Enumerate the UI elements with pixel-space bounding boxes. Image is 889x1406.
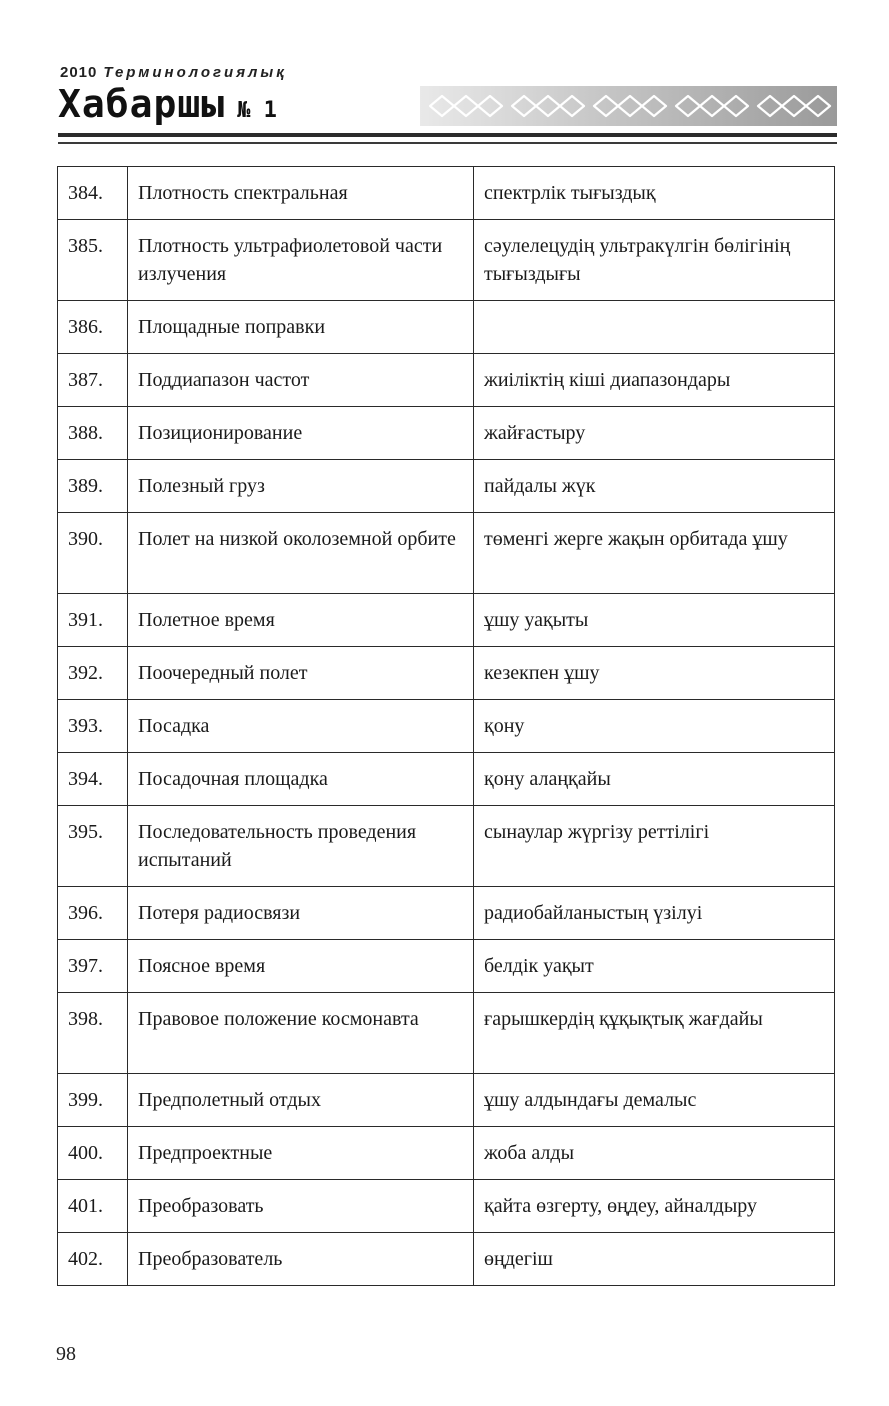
term-number: 397. xyxy=(58,940,128,993)
term-number: 399. xyxy=(58,1074,128,1127)
table-row xyxy=(58,407,835,460)
term-russian: Преобразователь xyxy=(128,1233,474,1286)
term-kazakh: қону xyxy=(474,700,835,753)
table-row xyxy=(58,167,835,220)
term-russian: Преобразовать xyxy=(128,1180,474,1233)
term-russian: Предпроектные xyxy=(128,1127,474,1180)
ornament-banner xyxy=(420,86,837,126)
term-russian: Предполетный отдых xyxy=(128,1074,474,1127)
term-number: 400. xyxy=(58,1127,128,1180)
term-russian: Полетное время xyxy=(128,594,474,647)
table-row xyxy=(58,940,835,993)
table-row xyxy=(58,513,835,594)
term-kazakh: жоба алды xyxy=(474,1127,835,1180)
term-russian: Полезный груз xyxy=(128,460,474,513)
term-kazakh xyxy=(474,301,835,354)
term-russian: Потеря радиосвязи xyxy=(128,887,474,940)
term-kazakh: белдік уақыт xyxy=(474,940,835,993)
term-kazakh: өңдегіш xyxy=(474,1233,835,1286)
term-number: 396. xyxy=(58,887,128,940)
term-kazakh: ұшу уақыты xyxy=(474,594,835,647)
table-row xyxy=(58,806,835,887)
term-kazakh: ғарышкердің құқықтық жағдайы xyxy=(474,993,835,1074)
term-russian: Посадка xyxy=(128,700,474,753)
term-number: 390. xyxy=(58,513,128,594)
term-russian: Поясное время xyxy=(128,940,474,993)
table-row xyxy=(58,1180,835,1233)
term-number: 384. xyxy=(58,167,128,220)
journal-year: 2010 xyxy=(60,64,98,81)
table-row xyxy=(58,594,835,647)
term-kazakh: сынаулар жүргізу реттілігі xyxy=(474,806,835,887)
table-row xyxy=(58,354,835,407)
page-header xyxy=(0,0,889,160)
ornament-pattern-icon xyxy=(420,86,837,126)
table-row xyxy=(58,460,835,513)
term-russian: Позиционирование xyxy=(128,407,474,460)
table-row xyxy=(58,1127,835,1180)
header-rule-thick xyxy=(58,133,837,137)
term-kazakh: қайта өзгерту, өңдеу, айналдыру xyxy=(474,1180,835,1233)
term-kazakh: жиіліктің кіші диапазондары xyxy=(474,354,835,407)
term-kazakh: радиобайланыстың үзілуі xyxy=(474,887,835,940)
table-row xyxy=(58,1074,835,1127)
table-row xyxy=(58,753,835,806)
term-russian: Поочередный полет xyxy=(128,647,474,700)
term-kazakh: жайғастыру xyxy=(474,407,835,460)
term-number: 388. xyxy=(58,407,128,460)
table-row xyxy=(58,700,835,753)
term-number: 386. xyxy=(58,301,128,354)
term-russian: Правовое положение космонавта xyxy=(128,993,474,1074)
page-number: 98 xyxy=(56,1343,76,1365)
term-russian: Поддиапазон частот xyxy=(128,354,474,407)
term-russian: Полет на низкой околоземной орбите xyxy=(128,513,474,594)
journal-name: Терминологиялық xyxy=(103,64,287,81)
term-russian: Посадочная площадка xyxy=(128,753,474,806)
term-number: 393. xyxy=(58,700,128,753)
table-row xyxy=(58,647,835,700)
term-kazakh: қону алаңқайы xyxy=(474,753,835,806)
table-row xyxy=(58,220,835,301)
term-kazakh: сәулелецудің ультракүлгін бөлігінің тығыздығы xyxy=(474,220,835,301)
term-kazakh: төменгі жерге жақын орбитада ұшу xyxy=(474,513,835,594)
term-number: 387. xyxy=(58,354,128,407)
term-number: 389. xyxy=(58,460,128,513)
terminology-table xyxy=(57,166,835,1286)
term-russian: Последовательность проведения испытаний xyxy=(128,806,474,887)
term-number: 394. xyxy=(58,753,128,806)
term-kazakh: ұшу алдындағы демалыс xyxy=(474,1074,835,1127)
table-row xyxy=(58,993,835,1074)
term-number: 385. xyxy=(58,220,128,301)
term-number: 395. xyxy=(58,806,128,887)
journal-title: Хабаршы xyxy=(58,82,226,126)
term-russian: Плотность ультрафиолетовой части излучения xyxy=(128,220,474,301)
journal-title-line xyxy=(58,82,277,126)
term-russian: Плотность спектральная xyxy=(128,167,474,220)
issue-number: № 1 xyxy=(237,98,277,123)
table-row xyxy=(58,1233,835,1286)
header-rule-thin xyxy=(58,142,837,144)
term-number: 391. xyxy=(58,594,128,647)
term-kazakh: кезекпен ұшу xyxy=(474,647,835,700)
journal-year-line xyxy=(60,64,287,81)
term-number: 392. xyxy=(58,647,128,700)
table-row xyxy=(58,887,835,940)
term-kazakh: спектрлік тығыздық xyxy=(474,167,835,220)
table-row xyxy=(58,301,835,354)
term-number: 401. xyxy=(58,1180,128,1233)
term-number: 398. xyxy=(58,993,128,1074)
term-number: 402. xyxy=(58,1233,128,1286)
term-russian: Площадные поправки xyxy=(128,301,474,354)
term-kazakh: пайдалы жүк xyxy=(474,460,835,513)
